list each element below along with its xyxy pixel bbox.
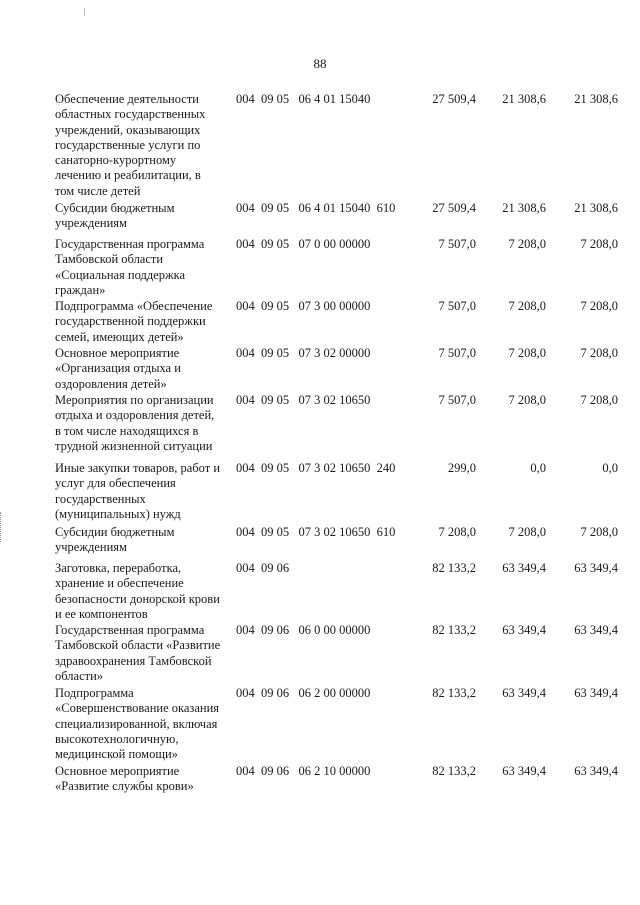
amount-year-3: 63 349,4 (574, 764, 618, 778)
scan-mark (84, 8, 85, 16)
amount-year-3: 7 208,0 (580, 346, 618, 360)
amount-year-3: 7 208,0 (580, 299, 618, 313)
amount-year-3: 0,0 (602, 461, 618, 475)
row-name (55, 393, 235, 454)
row-name (55, 237, 235, 298)
row-name-line: учреждений, оказывающих (55, 122, 201, 137)
amount-year-3: 63 349,4 (574, 561, 618, 575)
row-name-line: Основное мероприятие (55, 764, 180, 778)
amount-year-1: 299,0 (447, 461, 476, 475)
row-name (55, 461, 235, 522)
amount-year-2: 63 349,4 (502, 561, 546, 575)
amount-year-1: 82 133,2 (432, 623, 476, 637)
row-name-line: трудной жизненной ситуации (55, 438, 213, 453)
row-name-line: Мероприятия по организации (55, 393, 214, 407)
row-name-line: учреждениям (55, 540, 127, 555)
row-name-line: услуг для обеспечения (55, 476, 176, 491)
amount-year-1: 7 507,0 (438, 346, 476, 360)
row-name-line: в том числе находящихся в (55, 423, 199, 438)
row-code: 004 09 05 07 3 02 10650 240 (236, 461, 396, 475)
row-name-line: безопасности донорской крови (55, 591, 220, 606)
row-code: 004 09 06 (236, 561, 290, 575)
row-name-line: Государственная программа (55, 237, 205, 251)
amount-year-3: 21 308,6 (574, 92, 618, 106)
row-name-line: и ее компонентов (55, 606, 148, 621)
row-name (55, 623, 235, 684)
row-code: 004 09 06 06 0 00 00000 (236, 623, 371, 637)
row-name-line: «Совершенствование оказания (55, 701, 220, 716)
row-code: 004 09 05 07 0 00 00000 (236, 237, 371, 251)
amount-year-2: 63 349,4 (502, 764, 546, 778)
row-name-line: Основное мероприятие (55, 346, 180, 360)
row-name (55, 92, 235, 199)
row-name-line: Субсидии бюджетным (55, 525, 175, 539)
row-name (55, 561, 235, 622)
row-code: 004 09 05 07 3 02 10650 610 (236, 525, 396, 539)
row-code: 004 09 05 07 3 02 00000 (236, 346, 371, 360)
row-code: 004 09 05 06 4 01 15040 610 (236, 201, 396, 215)
amount-year-1: 7 507,0 (438, 393, 476, 407)
row-name-line: оздоровления детей» (55, 376, 167, 391)
row-name-line: Государственная программа (55, 623, 205, 637)
amount-year-1: 82 133,2 (432, 561, 476, 575)
row-name-line: областных государственных (55, 107, 206, 122)
row-name-line: области» (55, 668, 104, 683)
row-name (55, 525, 235, 556)
row-name-line: отдыха и оздоровления детей, (55, 408, 215, 423)
row-name-line: учреждениям (55, 216, 127, 231)
row-name-line: санаторно-курортному (55, 153, 177, 168)
row-name-line: государственных (55, 491, 146, 506)
amount-year-1: 7 507,0 (438, 237, 476, 251)
row-name-line: Подпрограмма (55, 686, 134, 700)
amount-year-3: 63 349,4 (574, 623, 618, 637)
page-number: 88 (313, 56, 327, 71)
row-code: 004 09 05 07 3 02 10650 (236, 393, 371, 407)
row-name-line: том числе детей (55, 183, 141, 198)
row-name-line: высокотехнологичную, (55, 731, 179, 746)
amount-year-1: 7 208,0 (438, 525, 476, 539)
row-code: 004 09 06 06 2 00 00000 (236, 686, 371, 700)
amount-year-1: 82 133,2 (432, 764, 476, 778)
row-name (55, 299, 235, 345)
amount-year-2: 7 208,0 (508, 346, 546, 360)
row-name-line: семей, имеющих детей» (55, 329, 184, 344)
amount-year-2: 21 308,6 (502, 201, 546, 215)
row-name-line: Подпрограмма «Обеспечение (55, 299, 213, 313)
row-code: 004 09 05 07 3 00 00000 (236, 299, 371, 313)
amount-year-3: 63 349,4 (574, 686, 618, 700)
row-name (55, 346, 235, 392)
row-name-line: специализированной, включая (55, 716, 218, 731)
row-name-line: Заготовка, переработка, (55, 561, 182, 575)
row-name-line: лечению и реабилитации, в (55, 168, 201, 183)
amount-year-2: 7 208,0 (508, 525, 546, 539)
row-name-line: граждан» (55, 282, 106, 297)
amount-year-2: 0,0 (530, 461, 546, 475)
row-name-line: «Организация отдыха и (55, 361, 181, 376)
amount-year-2: 63 349,4 (502, 623, 546, 637)
row-name-line: Тамбовской области «Развитие (55, 638, 221, 653)
amount-year-2: 7 208,0 (508, 237, 546, 251)
amount-year-1: 27 509,4 (432, 201, 476, 215)
row-name-line: здравоохранения Тамбовской (55, 653, 212, 668)
row-name-line: Обеспечение деятельности (55, 92, 200, 106)
row-name-line: Тамбовской области (55, 252, 164, 267)
amount-year-3: 21 308,6 (574, 201, 618, 215)
amount-year-2: 7 208,0 (508, 299, 546, 313)
amount-year-3: 7 208,0 (580, 393, 618, 407)
row-name-line: хранение и обеспечение (55, 576, 184, 591)
amount-year-1: 82 133,2 (432, 686, 476, 700)
margin-mark (0, 512, 3, 542)
amount-year-2: 7 208,0 (508, 393, 546, 407)
row-name (55, 201, 235, 232)
amount-year-3: 7 208,0 (580, 525, 618, 539)
amount-year-1: 7 507,0 (438, 299, 476, 313)
amount-year-1: 27 509,4 (432, 92, 476, 106)
row-name-line: Субсидии бюджетным (55, 201, 175, 215)
row-name-line: (муниципальных) нужд (55, 506, 181, 521)
amount-year-2: 21 308,6 (502, 92, 546, 106)
row-name-line: медицинской помощи» (55, 747, 178, 762)
row-name-line: «Развитие службы крови» (55, 779, 194, 794)
row-name (55, 686, 235, 762)
row-code: 004 09 06 06 2 10 00000 (236, 764, 371, 778)
row-name (55, 764, 235, 795)
amount-year-2: 63 349,4 (502, 686, 546, 700)
row-name-line: государственной поддержки (55, 314, 206, 329)
amount-year-3: 7 208,0 (580, 237, 618, 251)
row-name-line: государственные услуги по (55, 137, 201, 152)
row-code: 004 09 05 06 4 01 15040 (236, 92, 371, 106)
row-name-line: Иные закупки товаров, работ и (55, 461, 221, 475)
row-name-line: «Социальная поддержка (55, 267, 186, 282)
